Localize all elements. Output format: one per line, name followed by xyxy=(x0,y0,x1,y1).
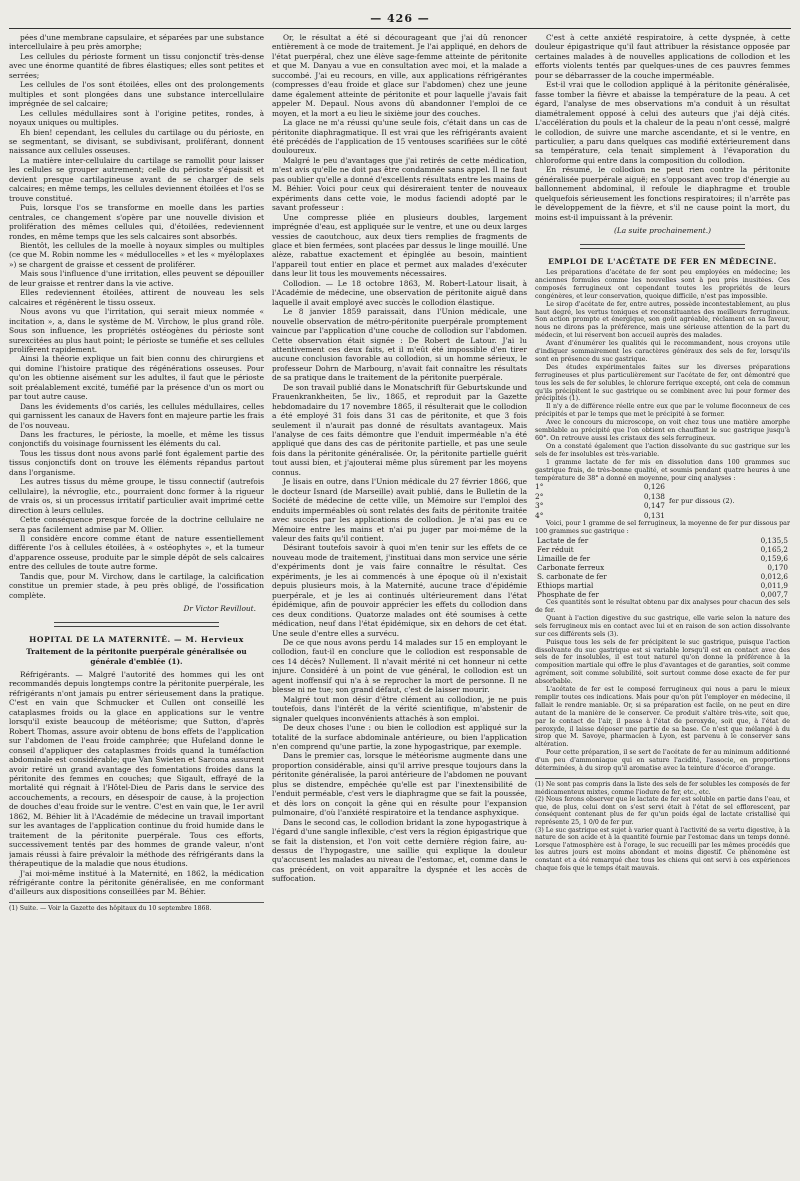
paragraph: En résumé, le collodion ne peut rien contre la péritonite généralisée puerpérale aiguë; en s'opposant avec trop d'énergie au ballonnement abdominal, il refoule le diaphragme et trouble quelquefois sérieusement les fonctions respiratoires; il n'arrête pas le développement de la fièvre, et s'il ne cause point la mort, du moins est-il impuissant à la prévenir. xyxy=(535,165,790,222)
paragraph: J'ai moi-même institué à la Maternité, en 1862, la médication réfrigérante contre la péritonite généralisée, en me conformant d'ailleurs aux dispositions conseillées par M. Béhier. xyxy=(9,868,264,897)
paragraph: Collodion. — Le 18 octobre 1863, M. Robert-Latour lisait, à l'Académie de médecine, une observation de péritonite aiguë dans laquelle il avait employé avec succès le collodion élastique. xyxy=(272,278,527,307)
table-row: Carbonate ferreux 0,170 xyxy=(537,563,788,573)
paragraph: Dans les fractures, le périoste, la moelle, et même les tissus conjonctifs du voisinage fournissent les éléments du cal. xyxy=(9,430,264,449)
paragraph: Dans le second cas, le collodion bridant la zone hypogastrique à l'égard d'une sangle inflexible, c'est vers la région épigastrique que se fait la distension, et l'on voit cette dernière région faire, au-dessus de l'hypogastre, une saillie qui explique la douleur qu'accusent les malades au niveau de l'estomac, et, comme dans le cas précédent, on voit apparaître la dyspnée et les accès de suffocation. xyxy=(272,817,527,884)
paragraph: Est-il vrai que le collodion appliqué à la péritonite généralisée, fasse tomber la fièvre et abaisse la température de la peau. A cet égard, l'analyse de mes observations m'a conduit à un résultat diamétralement opposé à celui des auteurs que j'ai déjà cités. L'accélération du pouls et la chaleur de la peau n'ont cessé, malgré le collodion, de suivre une marche ascendante, et si le ventre, en particulier, a paru dans quelques cas modifié extérieurement dans sa température, cela tenait simplement à l'évaporation du chloroforme qui entre dans la composition du collodion. xyxy=(535,80,790,165)
means-table xyxy=(535,536,790,599)
paragraph: Avant d'énumérer les qualités qui le recommandent, nous croyons utile d'indiquer sommairement les caractères généraux des sels de fer, lorsqu'ils sont en présence du suc gastrique. xyxy=(535,340,790,363)
section-divider xyxy=(54,622,219,627)
page-number: — 426 — xyxy=(370,12,430,25)
analyses-list xyxy=(535,482,665,520)
continuation-note: (La suite prochainement.) xyxy=(613,226,712,236)
paragraph: Désirant toutefois savoir à quoi m'en tenir sur les effets de ce nouveau mode de traitement, j'instituai dans mon service une série d'expériments dont je vais faire connaître le résultat. Ces expériments, je les ai commencés à une époque où il n'existait depuis plusieurs mois, à la Maternité, aucune trace d'épidémie puerpérale, et je les ai continués ultérieurement dans l'état épidémique, afin de pouvoir apprécier les effets du collodion dans ces deux conditions. Quatorze malades ont été soumises à cette médication, neuf dans l'état épidémique, six en dehors de cet état. Une seule d'entre elles a survécu. xyxy=(272,543,527,638)
paragraph: La matière inter-cellulaire du cartilage se ramollit pour laisser les cellules se grouper autrement; celle du périoste s'épaissit et devient presque cartilagineuse avant de se charger de sels calcaires; en même temps, les cellules deviennent étoilées et l'os se trouve constitué. xyxy=(9,155,264,203)
paragraph: Pour cette préparation, il se sert de l'acétate de fer au minimum additionné d'un peu d'ammoniaque qui en sature l'acidité, l'associe, en proportions déterminées, à du sirop qu'il aromatise avec la teinture d'écorce d'orange. xyxy=(535,749,790,773)
section-title: EMPLOI DE L'ACÉTATE DE FER EN MÉDECINE. xyxy=(548,256,777,266)
article-body xyxy=(535,269,790,482)
paragraph: Voici, pour 1 gramme de sel ferrugineux, la moyenne de fer pur dissous par 100 grammes suc gastrique : xyxy=(535,520,790,536)
hospital-title: HOPITAL DE LA MATERNITÉ. — M. Hervieux xyxy=(29,634,244,644)
analysis-row: 4° 0,131 xyxy=(535,510,665,520)
paragraph: Eh bien! cependant, les cellules du cartilage ou du périoste, en se segmentant, se divisant, se subdivisant, proliférant, donnent naissance aux cellules osseuses. xyxy=(9,127,264,156)
article-title: Traitement de la péritonite puerpérale généralisée ou générale d'emblée (1). xyxy=(26,647,247,666)
footnotes xyxy=(535,778,790,872)
paragraph: pées d'une membrane capsulaire, et séparées par une substance intercellulaire à peu près amorphe; xyxy=(9,33,264,52)
paragraph: Le sirop d'acétate de fer, entre autres, possède incontestablement, au plus haut degré, les vertus toniques et reconstituantes des meilleurs ferrugineux. Son action prompte et énergique, son goût agréable, réclament en sa faveur, nous ne dirons pas la préférence, mais une sérieuse attention de la part du médecin, et lui réservent bon accueil auprès des malades. xyxy=(535,300,790,340)
analyses-note: fer pur dissous (2). xyxy=(669,496,735,505)
paragraph: Cette conséquence presque forcée de la doctrine cellulaire ne sera pas facilement admise par M. Ollier. xyxy=(9,515,264,534)
paragraph: Une compresse pliée en plusieurs doubles, largement imprégnée d'eau, est appliquée sur le ventre, et une ou deux larges vessies de caoutchouc, aux deux tiers remplies de fragments de glace et bien fermées, sont placées par dessus le linge mouillé. Une alèze, rabattue exactement et épinglée au besoin, maintient l'appareil tout entier en place et permet aux malades d'exécuter dans leur lit tous les mouvements nécessaires. xyxy=(272,212,527,279)
paragraph: Les autres tissus du même groupe, le tissu connectif (autrefois cellulaire), la névroglie, etc., pourraient donc former à la rigueur de vrais os, si un processus irritatif particulier avait imprimé cette direction à leurs cellules. xyxy=(9,477,264,515)
paragraph: Tous les tissus dont nous avons parlé font également partie des tissus conjonctifs dont on trouve les éléments répandus partout dans l'organisme. xyxy=(9,448,264,477)
footnote: (1) Ne sont pas compris dans la liste des sels de fer solubles les composés de fer médicamenteux mixtes, comme l'iodure de fer, etc., etc. xyxy=(535,781,790,796)
paragraph: Tandis que, pour M. Virchow, dans le cartilage, la calcification constitue un premier stade, à peu près obligé, de l'ossification complète. xyxy=(9,571,264,600)
paragraph: Puisque tous les sels de fer précipitent le suc gastrique, puisque l'action dissolvante du suc gastrique est si variable lorsqu'il est en contact avec des sels de fer insolubles, il est tout naturel qu'on donne la préférence à la composition martiale qui offre le plus d'avantages et de garanties, soit comme agrément, soit comme solubilité, soit surtout comme dose exacte de fer pur absorbable. xyxy=(535,638,790,686)
paragraph: Bientôt, les cellules de la moelle à noyaux simples ou multiples (ce que M. Robin nomme les « médullocelles » et les « myéloplaxes ») se chargent de graisse et cessent de proliférer. xyxy=(9,240,264,269)
paragraph: Les préparations d'acétate de fer sont peu employées en médecine; les anciennes formules comme les nouvelles sont à peu près inusitées. Ces composés ferrugineux ont cependant toutes les propriétés de leurs congénères, et leur conservation, quoique difficile, n'est pas impossible. xyxy=(535,268,790,300)
paragraph: Ces quantités sont le résultat obtenu par dix analyses pour chacun des sels de fer. xyxy=(535,599,790,614)
footnote: (2) Nous ferons observer que le lactate de fer est soluble en partie dans l'eau, et que, de plus, celui dont on s'est servi était à l'état de sel efflorescent, par conséquent contenant plus de fer qu'un poids égal de lactate cristallisé qui représente 25, 1 0/0 de fer pur. xyxy=(535,796,790,826)
page-header xyxy=(9,0,791,29)
column-2 xyxy=(272,33,527,1173)
column-1 xyxy=(9,33,264,1173)
paragraph: Réfrigérants. — Malgré l'autorité des hommes qui les ont recommandés depuis longtemps contre la péritonite puerpérale, les réfrigérants n'ont jamais pu entrer sérieusement dans la pratique. C'est en vain que Schmucker et Cullen ont conseillé les cataplasmes froids ou la glace en applications sur le ventre lorsqu'il existe beaucoup de météorisme; que Sutton, d'après Robert Thomas, assure avoir obtenu de bons effets de l'application sur l'abdomen de l'eau froide camphrée; que Hufeland donne le conseil d'appliquer des cataplasmes froids quand la tuméfaction abdominale est considérable; que Van Swieten et Sarcona assurent avoir retiré un grand avantage des fomentations froides dans la péritonite des femmes en couches; que Sigault, effrayé de la mortalité qui régnait à l'Hôtel-Dieu de Paris dans le service des accouchements, a recours, en désespoir de cause, à la projection de douches d'eau froide sur le ventre. C'est en vain que, le 1er avril 1862, M. Béhier lit à l'Académie de médecine un travail important sur les avantages de l'application continue du froid humide dans le traitement de la péritonite puerpérale. Tous ces efforts, successivement tentés par des hommes de grande valeur, n'ont jamais réussi à faire prévaloir la méthode des réfrigérants dans la thérapeutique de la maladie que nous étudions. xyxy=(9,670,264,869)
paragraph: Dans les évidements d'os cariés, les cellules médullaires, celles qui garnissent les canaux de Havers font en majeure partie les frais de l'os nouveau. xyxy=(9,401,264,430)
table-row: Limaille de fer 0,159,6 xyxy=(537,554,788,564)
paragraph: La glace ne m'a réussi qu'une seule fois, c'était dans un cas de péritonite diaphragmatique. Il est vrai que les réfrigérants avaient été précédés de l'application de 15 ventouses scarifiées sur le côté douloureux. xyxy=(272,118,527,156)
paragraph: Quant à l'action digestive du suc gastrique, elle varie selon la nature des sels ferrugineux mis en contact avec lui et en raison de son action dissolvante sur ces différents sels (3). xyxy=(535,614,790,638)
author-signature: Dr Victor Revillout. xyxy=(183,604,256,614)
table-row: Fer réduit 0,165,2 xyxy=(537,545,788,555)
table-row: Phosphate de fer 0,007,7 xyxy=(537,590,788,600)
footnote: (3) Le suc gastrique est sujet à varier quant à l'activité de sa vertu digestive, à la nature de son acide et à la quantité fournie par l'estomac dans un temps donné. Lorsque l'atmosphère est à l'orage, le suc recueilli par les mêmes procédés que les autres jours est moins abondant et moins digestif. Ce phénomène est constant et a été remarqué chez tous les chiens qui ont servi à ces expériences chaque fois que le temps était mauvais. xyxy=(535,826,790,872)
paragraph: Puis, lorsque l'os se transforme en moelle dans les parties centrales, ce changement s'opère par une nouvelle division et prolifération des mêmes cellules qui, d'étoilées, redeviennent rondes, en même temps que les sels calcaires sont absorbés. xyxy=(9,203,264,241)
analysis-row: 1° 0,126 xyxy=(535,482,665,492)
paragraph: De son travail publié dans le Monatschrift für Geburtskunde und Frauenkrankheiten, 5e liv., 1865, et reproduit par la Gazette hebdomadaire du 17 novembre 1865, il résulterait que le collodion a été employé 31 fois dans 31 cas de péritonite, et que 3 fois seulement il n'aurait pas donné de résultats avantageux. Mais l'analyse de ces faits démontre que l'enduit imperméable n'a été appliqué que dans des cas de péritonite partielle, et pas une seule fois dans la péritonite généralisée. Or, la péritonite partielle guérit tout aussi bien, et j'ajouterai même plus sûrement par les moyens connus. xyxy=(272,382,527,477)
paragraph: Elles redeviennent étoilées, attirent de nouveau les sels calcaires et régénèrent le tissu osseux. xyxy=(9,288,264,307)
paragraph: Les cellules médullaires sont à l'origine petites, rondes, à noyaux uniques ou multiples. xyxy=(9,108,264,128)
paragraph: Malgré tout mon désir d'être clément au collodion, je ne puis toutefois, dans l'intérêt de la vérité scientifique, m'abstenir de signaler quelques inconvénients attachés à son emploi. xyxy=(272,694,527,723)
paragraph: Des études expérimentales faites sur les diverses préparations ferrugineuses et plus particulièrement sur l'acétate de fer, ont démontré que tous les sels de fer solubles, le chlorure ferrique excepté, ont cela de commun qu'ils précipitent le suc gastrique ou se combinent avec lui pour former des précipités (1). xyxy=(535,363,790,403)
table-row: Lactate de fer 0,135,5 xyxy=(537,536,788,546)
analyses-table xyxy=(535,482,790,520)
columns xyxy=(9,29,791,1173)
section-divider xyxy=(580,244,745,249)
paragraph: Ainsi la théorie explique un fait bien connu des chirurgiens et qui domine l'histoire pratique des régénérations osseuses. Pour qu'on les obtienne aisément sur les adultes, il faut que le périoste soit préalablement excité, tuméfié par la présence d'un os mort ou par tout autre cause. xyxy=(9,354,264,402)
table-row: S. carbonate de fer 0,012,6 xyxy=(537,572,788,582)
paragraph: Je lisais en outre, dans l'Union médicale du 27 février 1866, que le docteur Isnard (de Marseille) avait publié, dans le Bulletin de la Société de médecine de cette ville, un Mémoire sur l'emploi des enduits imperméables où sont relatés des faits de péritonite traitée avec succès par les applications de collodion. Je n'ai pas eu ce Mémoire entre les mains et n'ai pu juger par moi-même de la valeur des faits qu'il contient. xyxy=(272,477,527,544)
paragraph: C'est à cette anxiété respiratoire, à cette dyspnée, à cette douleur épigastrique qu'il faut attribuer la résistance opposée par certaines malades à de nouvelles applications de collodion et les efforts violents tentés par quelques-unes de ces pauvres femmes pour se débarrasser de la couche imperméable. xyxy=(535,33,790,80)
paragraph: L'acétate de fer est le composé ferrugineux qui nous a paru le mieux remplir toutes ces indications. Mais pour qu'on pût l'employer en médecine, il fallait le rendre maniable. Or, si sa préparation est facile, on ne peut en dire autant de la manière de le conserver. Ce produit s'altère très-vite, soit que, par le contact de l'air, il passe à l'état de peroxyde, soit que, à l'état de peroxyde, il laisse déposer une partie de sa base. Ce n'est que mélangé à du sirop que M. Savoye, pharmacien à Lyon, est parvenu à le conserver sans altération. xyxy=(535,686,790,749)
paragraph: Les cellules du périoste forment un tissu conjonctif très-dense avec une énorme quantité de fibres élastiques; elles sont petites et serrées; xyxy=(9,51,264,80)
paragraph: Mais sous l'influence d'une irritation, elles peuvent se dépouiller de leur graisse et rentrer dans la vie active. xyxy=(9,269,264,288)
paragraph: Il n'y a de différence réelle entre eux que par le volume floconneux de ces précipités et par le temps que met le précipité à se former. xyxy=(535,403,790,419)
paragraph: Malgré le peu d'avantages que j'ai retirés de cette médication, m'est avis qu'elle ne doit pas être condamnée sans appel. Il ne faut pas oublier qu'elle a donné d'excellents résultats entre les mains de M. Béhier. Voici pour ceux qui désireraient tenter de nouveaux expériments dans cette voie, le modus faciendi adopté par le savant professeur : xyxy=(272,155,527,213)
paragraph: Le 8 janvier 1859 paraissait, dans l'Union médicale, une nouvelle observation de métro-péritonite puerpérale promptement vaincue par l'application d'une couche de collodion sur l'abdomen. Cette observation était signée : De Robert de Latour. J'ai lu attentivement ces deux faits, et il m'eût été impossible d'en tirer aucune conclusion favorable au collodion, si un homme sérieux, le professeur Dohrn de Marbourg, n'avait fait connaître les résultats de sa pratique dans le traitement de la péritonite puerpérale. xyxy=(272,307,527,383)
article-body xyxy=(535,599,790,773)
paragraph: De deux choses l'une : ou bien le collodion est appliqué sur la totalité de la surface abdominale antérieure, ou bien l'application n'en comprend qu'une partie, la zone hypogastrique, par exemple. xyxy=(272,723,527,751)
column-3 xyxy=(535,33,790,1173)
paragraph: Or, le résultat a été si décourageant que j'ai dû renoncer entièrement à ce mode de traitement. Je l'ai appliqué, en dehors de l'état puerpéral, chez une élève sage-femme atteinte de péritonite et que M. Danyau a vue en consultation avec moi, et la malade a succombé. J'ai eu recours, en ville, aux applications réfrigérantes (compresses d'eau froide et glace sur l'abdomen) chez une jeune dame également atteinte de péritonite et pour laquelle j'avais fait appeler M. Depaul. Nous avons dû abandonner l'emploi de ce moyen, et la mort a eu lieu le sixième jour des couches. xyxy=(272,33,527,118)
table-row: Ethiops martial 0,011,9 xyxy=(537,581,788,591)
footnote: (1) Suite. — Voir la Gazette des hôpitaux du 10 septembre 1868. xyxy=(9,902,264,913)
analysis-row: 3° 0,147 xyxy=(535,501,665,511)
paragraph: Avec le concours du microscope, on voit chez tous une matière amorphe semblable au précipité que l'on obtient en chauffant le suc gastrique jusqu'à 60°. On retrouve aussi les cristaux des sels ferrugineux. xyxy=(535,419,790,442)
paragraph: Dans le premier cas, lorsque le météorisme augmente dans une proportion considérable, ainsi qu'il arrive presque toujours dans la péritonite généralisée, la paroi antérieure de l'abdomen ne pouvant plus se distendre, empêchée qu'elle est par l'inextensibilité de l'enduit perméable, c'est vers le diaphragme que se fait la poussée, et dès lors on conçoit la gêne qui en résulte pour l'expansion pulmonaire, d'où l'anxiété respiratoire et la tendance asphyxique. xyxy=(272,751,527,818)
article-body xyxy=(535,520,790,536)
paragraph: Il considère encore comme étant de nature essentiellement différente l'os à cellules étoilées, à « ostéophytes », et la tumeur d'apparence osseuse, produite par le simple dépôt de sels calcaires entre des cellules de toute autre forme. xyxy=(9,534,264,572)
paragraph: Nous avons vu que l'irritation, qui serait mieux nommée « incitation », a, dans le système de M. Virchow, le plus grand rôle. Sous son influence, les propriétés ostéogènes du périoste sont surexcitées au plus haut point; le périoste se tuméfie et ses cellules prolifèrent rapidement. xyxy=(9,307,264,354)
paragraph: Les cellules de l'os sont étoilées, elles ont des prolongements multiples et sont plongées dans une substance intercellulaire imprégnée de sel calcaire; xyxy=(9,80,264,109)
paragraph: On a constaté également que l'action dissolvante du suc gastrique sur les sels de fer insolubles est très-variable. xyxy=(535,442,790,458)
paragraph: De ce que nous avons perdu 14 malades sur 15 en employant le collodion, faut-il en conclure que le collodion est responsable de ces 14 décès? Nullement. Il n'avait mérité ni cet honneur ni cette injure. Considéré à un point de vue général, le collodion est un agent inoffensif qui n'a à se reprocher la mort de personne. Il ne blesse ni ne tue; son grand défaut, c'est de laisser mourir. xyxy=(272,638,527,695)
paragraph: 1 gramme lactate de fer mis en dissolution dans 100 grammes suc gastrique frais, de très-bonne qualité, et soumis pendant quatre heures à une température de 38° a donné en moyenne, pour cinq analyses : xyxy=(535,458,790,482)
analysis-row: 2° 0,138 xyxy=(535,491,665,501)
